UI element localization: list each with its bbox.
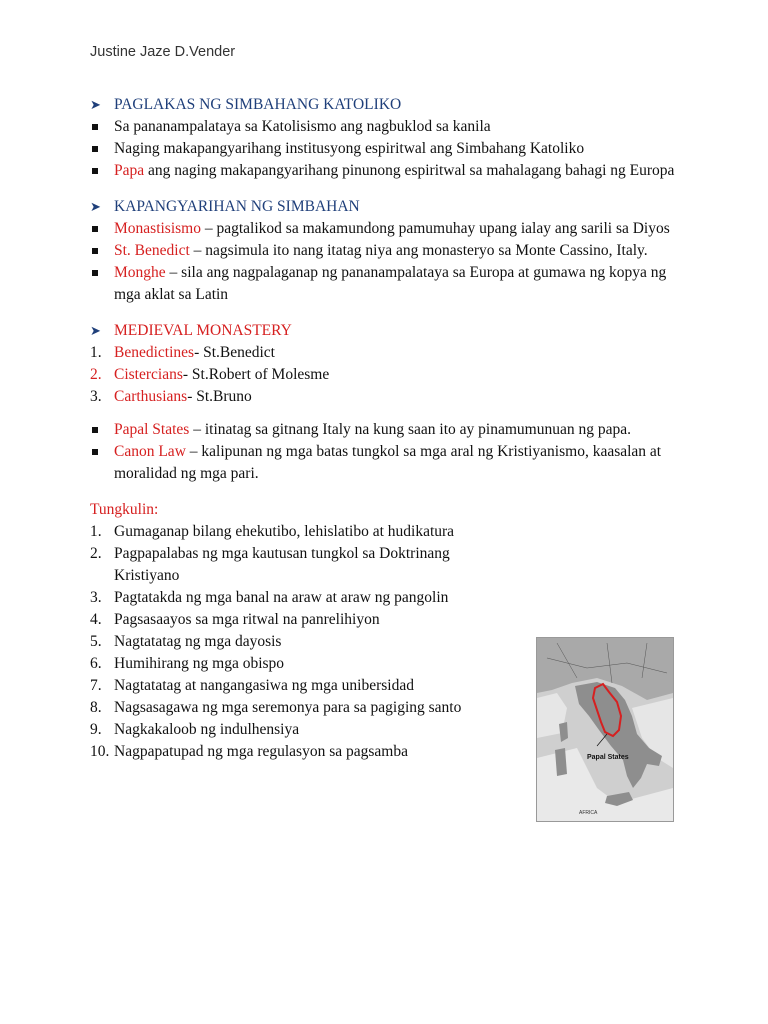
- section1-list: [90, 116, 690, 182]
- tungkulin-list: [90, 521, 510, 763]
- arrow-bullet-icon: ➤: [90, 199, 101, 214]
- tungkulin-heading: Tungkulin:: [90, 501, 159, 518]
- square-bullet-icon: [92, 248, 98, 254]
- list-item: 4. Pagsasaayos sa mga ritwal na panrelihiyon: [90, 611, 380, 628]
- list-item: 3. Carthusians- St.Bruno: [90, 388, 252, 405]
- papal-states-map: [536, 637, 674, 822]
- author-name: Justine Jaze D.Vender: [90, 44, 236, 60]
- square-bullet-icon: [92, 427, 98, 433]
- square-bullet-icon: [92, 270, 98, 276]
- list-item: Sa pananampalataya sa Katolisismo ang nagbuklod sa kanila: [90, 116, 690, 138]
- list-item: Monghe – sila ang nagpalaganap ng pananampalataya sa Europa at gumawa ng kopya ng mga aklat sa Latin: [90, 262, 690, 306]
- section-heading-paglakas: ➤ PAGLAKAS NG SIMBAHANG KATOLIKO: [90, 94, 690, 116]
- definitions-list: [90, 419, 690, 485]
- list-item: 8. Nagsasagawa ng mga seremonya para sa pagiging santo: [90, 699, 462, 716]
- list-item: 5. Nagtatatag ng mga dayosis: [90, 633, 282, 650]
- section-heading-kapangyarihan: ➤ KAPANGYARIHAN NG SIMBAHAN: [90, 196, 690, 218]
- list-item: Monastisismo – pagtalikod sa makamundong pamumuhay upang ialay ang sarili sa Diyos: [90, 218, 690, 240]
- italy-map-drawing: [537, 638, 673, 821]
- list-item: Canon Law – kalipunan ng mga batas tungkol sa mga aral ng Kristiyanismo, kaasalan at moralidad ng mga pari.: [90, 441, 690, 485]
- section2-list: [90, 218, 690, 306]
- square-bullet-icon: [92, 146, 98, 152]
- list-item: St. Benedict – nagsimula ito nang itatag niya ang monasteryo sa Monte Cassino, Italy.: [90, 240, 690, 262]
- list-item: 1. Gumaganap bilang ehekutibo, lehislatibo at hudikatura: [90, 523, 455, 540]
- section-heading-medieval-monastery: ➤ MEDIEVAL MONASTERY: [90, 320, 690, 342]
- square-bullet-icon: [92, 226, 98, 232]
- list-item: Naging makapangyarihang institusyong espiritwal ang Simbahang Katoliko: [90, 138, 690, 160]
- list-item: 1. Benedictines- St.Benedict: [90, 344, 275, 361]
- list-item: 6. Humihirang ng mga obispo: [90, 655, 285, 672]
- list-item: 2. Pagpapalabas ng mga kautusan tungkol sa Doktrinang Kristiyano: [90, 545, 450, 584]
- square-bullet-icon: [92, 168, 98, 174]
- map-label-africa: AFRICA: [579, 810, 598, 816]
- arrow-bullet-icon: ➤: [90, 97, 101, 112]
- list-item: 7. Nagtatatag at nangangasiwa ng mga unibersidad: [90, 677, 414, 694]
- arrow-bullet-icon: ➤: [90, 323, 101, 338]
- list-item: 2. Cistercians- St.Robert of Molesme: [90, 366, 330, 383]
- list-item: 10. Nagpapatupad ng mga regulasyon sa pagsamba: [90, 743, 408, 760]
- square-bullet-icon: [92, 449, 98, 455]
- list-item: 9. Nagkakaloob ng indulhensiya: [90, 721, 300, 738]
- list-item: Papal States – itinatag sa gitnang Italy na kung saan ito ay pinamumunuan ng papa.: [90, 419, 690, 441]
- map-label-papal-states: Papal States: [587, 754, 629, 761]
- list-item: 3. Pagtatakda ng mga banal na araw at araw ng pangolin: [90, 589, 449, 606]
- square-bullet-icon: [92, 124, 98, 130]
- monastery-list: [90, 342, 690, 408]
- list-item: Papa ang naging makapangyarihang pinunong espiritwal sa mahalagang bahagi ng Europa: [90, 160, 690, 182]
